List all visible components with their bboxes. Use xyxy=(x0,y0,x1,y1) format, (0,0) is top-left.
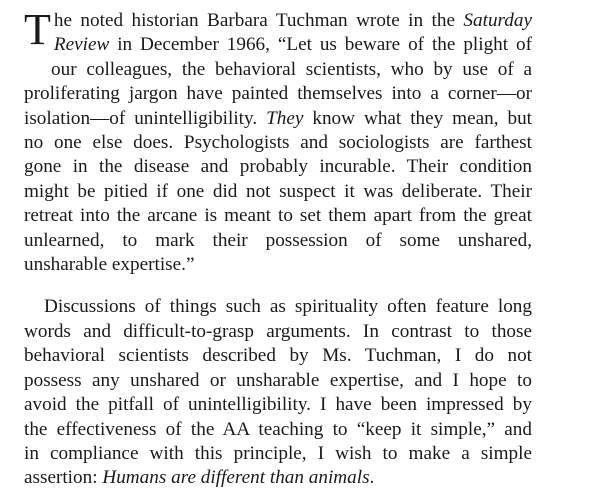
text-line: gone in the disease and probably incurable. Their condition xyxy=(24,156,532,178)
text-line: assertion: Humans are different than animals. xyxy=(24,467,375,489)
text-line: Review in December 1966, “Let us beware of the plight of xyxy=(53,34,532,56)
text-line: the effectiveness of the AA teaching to “keep it simple,” and xyxy=(24,418,532,440)
italic-saturday: Saturday xyxy=(463,10,532,31)
text-line: no one else does. Psychologists and sociologists are farthest xyxy=(24,132,532,154)
text-line: he noted historian Barbara Tuchman wrote in the Saturday xyxy=(53,10,532,31)
italic-review: Review xyxy=(53,34,110,56)
text-line: avoid the pitfall of unintelligibility. I have been impressed by xyxy=(24,394,532,416)
text-line: proliferating jargon have painted themselves into a corner—or xyxy=(24,83,532,105)
drop-cap-letter: T xyxy=(24,5,51,54)
paragraph-tuchman-quote xyxy=(24,5,533,277)
document-page xyxy=(24,0,532,491)
text-line: possess any unshared or unsharable expertise, and I hope to xyxy=(24,369,532,391)
text-line: Discussions of things such as spirituality often feature long xyxy=(44,296,532,318)
text-line: our colleagues, the behavioral scientists, who by use of a xyxy=(51,58,532,80)
text-line: unlearned, to mark their possession of some unshared, xyxy=(24,229,532,251)
text-line: words and difficult-to-grasp arguments. In contrast to those xyxy=(24,320,532,342)
text-line: behavioral scientists described by Ms. Tuchman, I do not xyxy=(24,345,532,367)
text-line: in compliance with this principle, I wish to make a simple xyxy=(24,442,532,464)
text-line: isolation—of unintelligibility. They know what they mean, but xyxy=(24,107,533,129)
text-line: unsharable expertise.” xyxy=(24,254,195,276)
text-line: might be pitied if one did not suspect it was deliberate. Their xyxy=(24,180,532,202)
italic-they: They xyxy=(266,107,304,129)
paragraph-simplicity xyxy=(24,295,532,490)
text-line: retreat into the arcane is meant to set them apart from the great xyxy=(24,205,532,227)
italic-assertion: Humans are different than animals xyxy=(102,467,370,489)
